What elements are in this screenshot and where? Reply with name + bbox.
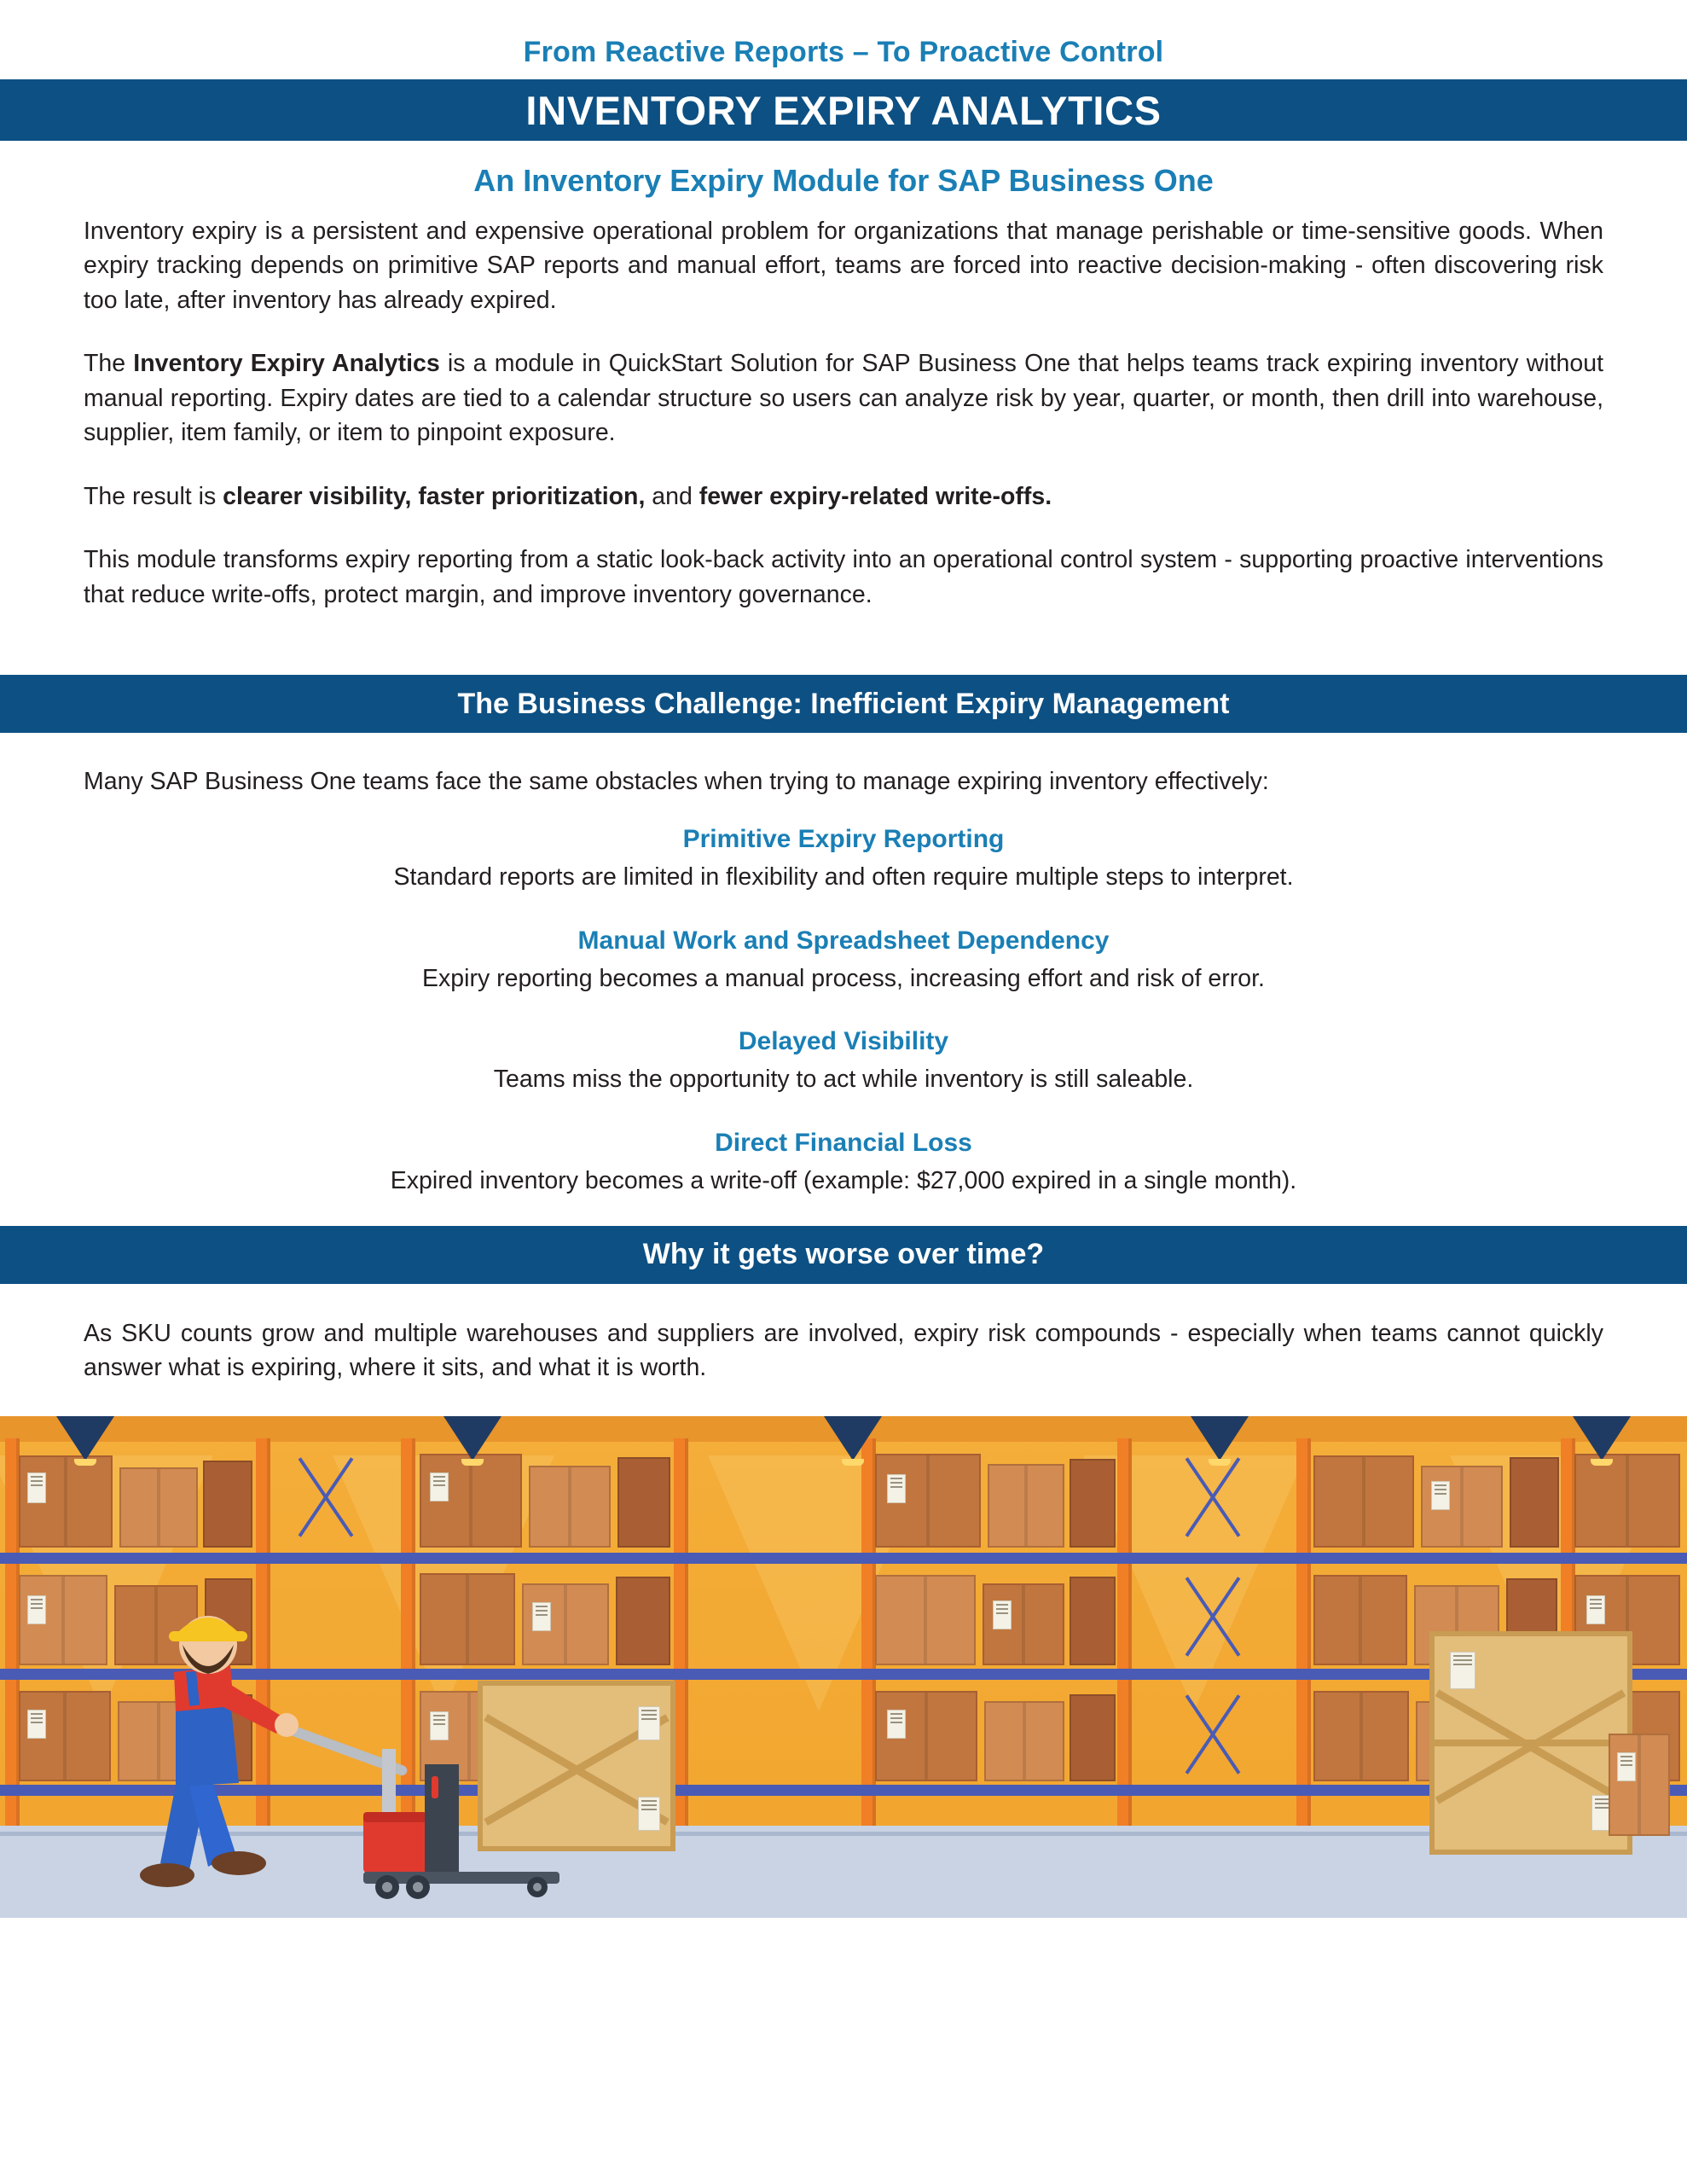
result-emphasis-2: fewer expiry-related write-offs. [699,482,1052,510]
module-name-emphasis: Inventory Expiry Analytics [133,350,440,378]
challenge-item-title: Primitive Expiry Reporting [682,825,1005,854]
intro-paragraph-1: Inventory expiry is a persistent and expensive operational problem for organizations that manage perishable or time-sensitive goods. When expiry tracking depends on primitive SAP reports and manual effort, teams are forced into reactive decision-making - often discovering risk too late, after inventory has already expired. [84,218,1603,314]
warehouse-illustration [0,1416,1687,1918]
stored-box [522,1583,609,1665]
warehouse-worker [126,1563,322,1904]
result-emphasis-1: clearer visibility, faster prioritization, [223,482,646,510]
intro-paragraph-4: This module transforms expiry reporting from a static look-back activity into an operational control system - supporting proactive interventions that reduce write-offs, protect margin, and improve inventory governance. [84,546,1603,608]
stored-box [203,1461,252,1548]
stored-box [1070,1577,1116,1665]
intro-section [0,214,1687,612]
stored-box [988,1464,1064,1548]
stored-box [617,1457,670,1548]
rack-post [861,1438,876,1833]
stored-box [1609,1734,1670,1836]
wooden-crate [1429,1631,1632,1855]
stored-box [420,1573,515,1665]
ceiling-lamp [56,1416,114,1461]
title-band [0,79,1687,141]
list-item [84,1129,1603,1197]
stored-box [1070,1694,1116,1781]
stored-box [1313,1575,1407,1665]
list-item [84,926,1603,995]
stored-box [19,1575,107,1665]
stored-box [19,1455,113,1548]
rack-post [5,1438,20,1833]
challenge-band-title: The Business Challenge: Inefficient Expiry Management [457,687,1230,720]
challenge-list [0,799,1687,1226]
challenge-intro-text: Many SAP Business One teams face the same obstacles when trying to manage expiring inventory effectively: [84,768,1269,796]
ceiling-lamp [443,1416,501,1461]
intro-p2-lead: The [84,350,134,378]
intro-paragraph-3 [84,479,1603,514]
stored-box [420,1454,522,1548]
stored-box [875,1575,976,1665]
stored-box [119,1467,198,1548]
stored-box [1070,1459,1116,1548]
stored-box [1574,1454,1680,1548]
ceiling-lamp [1191,1416,1249,1461]
list-item [84,825,1603,893]
stored-box [1313,1455,1414,1548]
rack-post [1296,1438,1311,1833]
stored-box [616,1577,670,1665]
worse-body-text: As SKU counts grow and multiple warehouses and suppliers are involved, expiry risk compounds - especially when teams cannot quickly answer what is expiring, where it sits, and what it is worth. [84,1319,1603,1382]
stored-box [529,1466,611,1548]
stored-box [983,1583,1064,1665]
stored-box [875,1691,977,1781]
ceiling-lamp [824,1416,882,1461]
eyebrow-text: From Reactive Reports – To Proactive Control [523,36,1164,68]
spacer-above-challenge-band [0,612,1687,675]
stored-box [875,1454,981,1548]
pallet-truck [281,1705,571,1901]
list-item [84,1027,1603,1095]
intro-p2-rest: is a module in QuickStart Solution for SAP Business One that helps teams track expiring inventory without manual reporting. Expiry dates are tied to a calendar structure so users can analyze risk by year, quarter, or month, then drill into warehouse, supplier, item family, or item to pinpoint exposure. [84,350,1603,447]
page-title: INVENTORY EXPIRY ANALYTICS [525,87,1162,133]
rack-post [1117,1438,1132,1833]
challenge-item-desc: Expiry reporting becomes a manual process, increasing effort and risk of error. [422,964,1265,992]
result-conjunction: and [645,482,699,510]
challenge-item-desc: Expired inventory becomes a write-off (example: $27,000 expired in a single month). [390,1166,1297,1194]
stored-box [1510,1457,1559,1548]
rack-post [674,1438,688,1833]
challenge-section-band [0,675,1687,733]
stored-box [1421,1466,1503,1548]
stored-box [19,1691,111,1781]
challenge-item-title: Direct Financial Loss [715,1128,972,1157]
challenge-item-desc: Teams miss the opportunity to act while inventory is still saleable. [493,1066,1194,1094]
worse-section-band [0,1226,1687,1284]
challenge-item-title: Manual Work and Spreadsheet Dependency [577,926,1110,955]
worse-band-title: Why it gets worse over time? [642,1238,1045,1271]
challenge-item-title: Delayed Visibility [738,1027,949,1056]
challenge-item-desc: Standard reports are limited in flexibility and often require multiple steps to interpret. [393,863,1294,892]
result-lead: The result is [84,482,223,510]
intro-paragraph-2 [84,346,1603,450]
stored-box [1313,1691,1409,1781]
stored-box [984,1701,1064,1781]
page-subtitle: An Inventory Expiry Module for SAP Business One [473,163,1214,198]
ceiling-lamp [1573,1416,1631,1461]
